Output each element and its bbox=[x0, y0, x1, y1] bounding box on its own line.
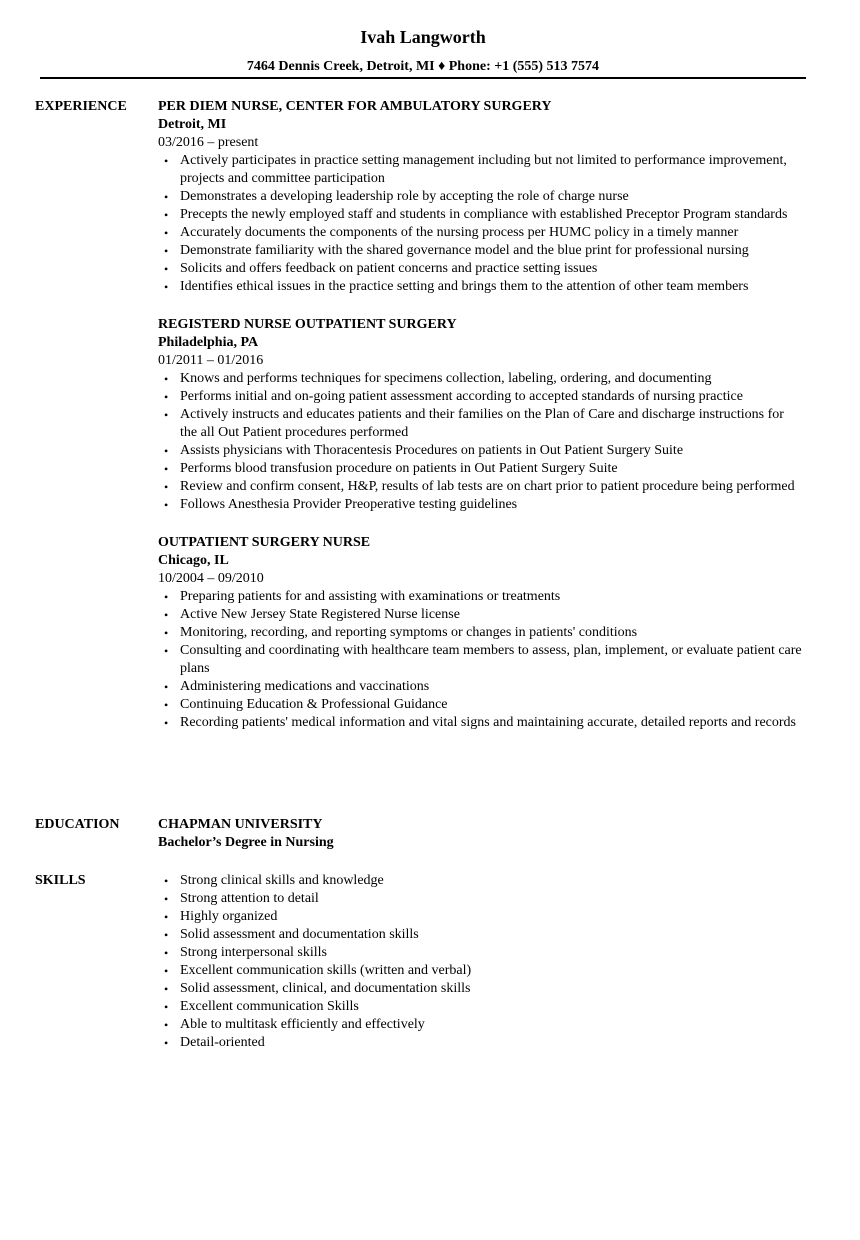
duty-item: • Recording patients' medical information and vital signs and maintaining accurate, detailed reports and records bbox=[158, 714, 803, 732]
job-dates: 03/2016 – present bbox=[158, 135, 259, 150]
duty-item: • Precepts the newly employed staff and students in compliance with established Preceptor Program standards bbox=[158, 206, 803, 224]
duty-item: • Preparing patients for and assisting with examinations or treatments bbox=[158, 588, 803, 606]
skills-heading: SKILLS bbox=[35, 873, 86, 888]
resume-header bbox=[40, 26, 806, 76]
education-heading: EDUCATION bbox=[35, 817, 120, 832]
duty-item: • Assists physicians with Thoracentesis Procedures on patients in Out Patient Surgery Suite bbox=[158, 442, 803, 460]
duty-item: • Accurately documents the components of the nursing process per HUMC policy in a timely manner bbox=[158, 224, 803, 242]
duty-item: • Demonstrate familiarity with the shared governance model and the blue print for professional nursing bbox=[158, 242, 803, 260]
duty-item: • Knows and performs techniques for specimens collection, labeling, ordering, and documenting bbox=[158, 370, 803, 388]
skills-list bbox=[158, 872, 803, 1052]
job-dates: 01/2011 – 01/2016 bbox=[158, 353, 264, 368]
job-title: REGISTERD NURSE OUTPATIENT SURGERY bbox=[158, 317, 457, 332]
skill-item: • Excellent communication Skills bbox=[158, 998, 803, 1016]
school-name: CHAPMAN UNIVERSITY bbox=[158, 817, 323, 832]
education-body bbox=[158, 816, 803, 852]
job-location: Philadelphia, PA bbox=[158, 335, 259, 350]
duty-item: • Consulting and coordinating with healthcare team members to assess, plan, implement, or evaluate patient care plans bbox=[158, 642, 803, 678]
job-entry bbox=[158, 534, 803, 732]
duty-item: • Follows Anesthesia Provider Preoperative testing guidelines bbox=[158, 496, 803, 514]
job-duties bbox=[158, 152, 803, 296]
skill-item: • Strong attention to detail bbox=[158, 890, 803, 908]
skill-item: • Detail-oriented bbox=[158, 1034, 803, 1052]
duty-item: • Actively participates in practice setting management including but not limited to performance improvement, projects and committee participation bbox=[158, 152, 803, 188]
skill-item: • Strong interpersonal skills bbox=[158, 944, 803, 962]
header-divider bbox=[40, 77, 806, 79]
job-duties bbox=[158, 370, 803, 514]
duty-item: • Identifies ethical issues in the practice setting and brings them to the attention of other team members bbox=[158, 278, 803, 296]
job-title: OUTPATIENT SURGERY NURSE bbox=[158, 535, 371, 550]
duty-item: • Monitoring, recording, and reporting symptoms or changes in patients' conditions bbox=[158, 624, 803, 642]
experience-section bbox=[35, 98, 806, 752]
job-location: Chicago, IL bbox=[158, 553, 229, 568]
job-entry bbox=[158, 316, 803, 514]
job-title: PER DIEM NURSE, CENTER FOR AMBULATORY SURGERY bbox=[158, 99, 552, 114]
duty-item: • Actively instructs and educates patients and their families on the Plan of Care and discharge instructions for the all Out Patient procedures performed bbox=[158, 406, 803, 442]
education-section bbox=[35, 816, 806, 852]
experience-heading: EXPERIENCE bbox=[35, 99, 127, 114]
duty-item: • Performs initial and on-going patient assessment according to accepted standards of nursing practice bbox=[158, 388, 803, 406]
job-entry bbox=[158, 98, 803, 296]
skill-item: • Able to multitask efficiently and effectively bbox=[158, 1016, 803, 1034]
skill-item: • Highly organized bbox=[158, 908, 803, 926]
duty-item: • Review and confirm consent, H&P, results of lab tests are on chart prior to patient procedure being performed bbox=[158, 478, 803, 496]
duty-item: • Administering medications and vaccinations bbox=[158, 678, 803, 696]
skill-item: • Excellent communication skills (written and verbal) bbox=[158, 962, 803, 980]
skill-item: • Solid assessment and documentation skills bbox=[158, 926, 803, 944]
candidate-name: Ivah Langworth bbox=[360, 27, 486, 47]
skill-item: • Strong clinical skills and knowledge bbox=[158, 872, 803, 890]
job-duties bbox=[158, 588, 803, 732]
contact-line: 7464 Dennis Creek, Detroit, MI ♦ Phone: +1 (555) 513 7574 bbox=[246, 59, 600, 74]
job-dates: 10/2004 – 09/2010 bbox=[158, 571, 264, 586]
skill-item: • Solid assessment, clinical, and documentation skills bbox=[158, 980, 803, 998]
duty-item: • Solicits and offers feedback on patient concerns and practice setting issues bbox=[158, 260, 803, 278]
degree-name: Bachelor’s Degree in Nursing bbox=[158, 835, 334, 850]
experience-body bbox=[158, 98, 803, 732]
skills-body bbox=[158, 872, 803, 1052]
duty-item: • Performs blood transfusion procedure on patients in Out Patient Surgery Suite bbox=[158, 460, 803, 478]
duty-item: • Active New Jersey State Registered Nurse license bbox=[158, 606, 803, 624]
job-location: Detroit, MI bbox=[158, 117, 227, 132]
skills-section bbox=[35, 872, 806, 1052]
duty-item: • Continuing Education & Professional Guidance bbox=[158, 696, 803, 714]
duty-item: • Demonstrates a developing leadership role by accepting the role of charge nurse bbox=[158, 188, 803, 206]
